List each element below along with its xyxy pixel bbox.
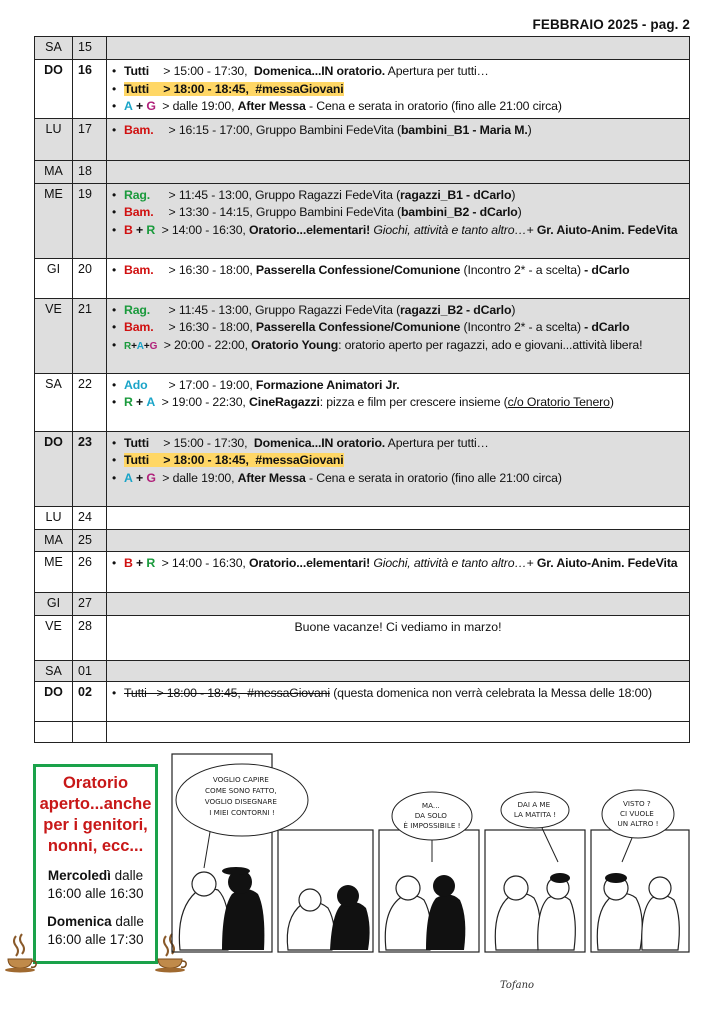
day-number: 16 [73, 60, 107, 119]
events-cell [107, 592, 690, 615]
events-cell [107, 506, 690, 529]
table-row [35, 258, 690, 298]
open-info-box [33, 764, 158, 964]
day-name: MA [35, 160, 73, 183]
day-number: 28 [73, 615, 107, 660]
event-item: • R+A+G > 20:00 - 22:00, Oratorio Young: oratorio aperto per ragazzi, ado e giovani...attività libera! [109, 337, 687, 356]
event-item: • Bam. > 16:15 - 17:00, Gruppo Bambini FedeVita (bambini_B1 - Maria M.) [109, 122, 687, 140]
events-cell [107, 681, 690, 721]
bubble-text: MA... [421, 801, 440, 810]
day-number: 24 [73, 506, 107, 529]
table-row [35, 37, 690, 60]
event-item: • Ado > 17:00 - 19:00, Formazione Animatori Jr. [109, 377, 687, 395]
event-item: • B + R > 14:00 - 16:30, Oratorio...elementari! Giochi, attività e tanto altro…+ Gr. Aiuto-Anim. FedeVita [109, 555, 687, 573]
table-row [35, 529, 690, 551]
event-item: • Bam. > 16:30 - 18:00, Passerella Confessione/Comunione (Incontro 2* - a scelta) - dCarlo [109, 262, 687, 280]
day-number: 25 [73, 529, 107, 551]
table-row [35, 60, 690, 119]
bubble-text: VOGLIO CAPIRE [212, 775, 269, 784]
day-name: ME [35, 551, 73, 592]
events-cell [107, 660, 690, 681]
event-item: • B + R > 14:00 - 16:30, Oratorio...elementari! Giochi, attività e tanto altro…+ Gr. Aiuto-Anim. FedeVita [109, 222, 687, 240]
day-name: DO [35, 431, 73, 506]
event-item: • Tutti > 18:00 - 18:45, #messaGiovani [109, 452, 687, 470]
bubble-text: VISTO ? [622, 799, 651, 808]
table-row [35, 431, 690, 506]
table-row [35, 615, 690, 660]
table-row [35, 592, 690, 615]
table-row [35, 118, 690, 160]
event-item: • Bam. > 13:30 - 14:15, Gruppo Bambini FedeVita (bambini_B2 - dCarlo) [109, 204, 687, 222]
table-row [35, 373, 690, 431]
event-item: • Bam. > 16:30 - 18:00, Passerella Confessione/Comunione (Incontro 2* - a scelta) - dCarlo [109, 319, 687, 337]
comic-signature: Tofano [500, 980, 535, 991]
bubble-text: LA MATITA ! [513, 810, 557, 819]
day-name: DO [35, 60, 73, 119]
day-number: 26 [73, 551, 107, 592]
day-name: ME [35, 183, 73, 258]
bubble-text: COME SONO FATTO, [205, 786, 277, 795]
comic-character [287, 885, 369, 950]
event-item: • Tutti > 15:00 - 17:30, Domenica...IN oratorio. Apertura per tutti… [109, 63, 687, 81]
day-name: LU [35, 118, 73, 160]
event-item: • A + G > dalle 19:00, After Messa - Cena e serata in oratorio (fino alle 21:00 circa) [109, 98, 687, 116]
bubble-text: CI VUOLE [619, 809, 654, 818]
day-name: SA [35, 373, 73, 431]
info-box-title: Oratorio aperto...anche per i genitori, nonni, ecc... [39, 774, 152, 855]
events-cell [107, 529, 690, 551]
day-name: VE [35, 298, 73, 373]
table-row [35, 298, 690, 373]
vacation-message: Buone vacanze! Ci vediamo in marzo! [107, 615, 690, 660]
event-item: • Tutti > 15:00 - 17:30, Domenica...IN oratorio. Apertura per tutti… [109, 435, 687, 453]
day-name: GI [35, 258, 73, 298]
day-name: DO [35, 681, 73, 721]
table-row [35, 721, 690, 742]
events-cell [107, 431, 690, 506]
day-number: 19 [73, 183, 107, 258]
events-cell [107, 118, 690, 160]
events-cell [107, 721, 690, 742]
info-sunday: Domenica dalle 16:00 alle 17:30 [47, 914, 144, 947]
bubble-text: VOGLIO DISEGNARE [204, 797, 277, 806]
day-number: 17 [73, 118, 107, 160]
event-item: • Tutti > 18:00 - 18:45, #messaGiovani (questa domenica non verrà celebrata la Messa delle 18:00) [109, 685, 687, 703]
page-header: FEBBRAIO 2025 - pag. 2 [532, 17, 690, 32]
events-cell [107, 551, 690, 592]
coffee-cup-icon [2, 932, 40, 974]
event-item: • A + G > dalle 19:00, After Messa - Cena e serata in oratorio (fino alle 21:00 circa) [109, 470, 687, 488]
table-row [35, 506, 690, 529]
day-number [73, 721, 107, 742]
day-number: 22 [73, 373, 107, 431]
calendar-table [34, 36, 690, 743]
bubble-text: I MIEI CONTORNI ! [209, 808, 275, 817]
day-number: 01 [73, 660, 107, 681]
events-cell [107, 298, 690, 373]
day-number: 02 [73, 681, 107, 721]
table-row [35, 660, 690, 681]
comic-character [385, 875, 465, 950]
day-number: 21 [73, 298, 107, 373]
bubble-text: È IMPOSSIBILE ! [403, 821, 461, 830]
svg-text:VISTO ? CI VUOLE UN AL [617, 799, 658, 828]
day-name: SA [35, 37, 73, 60]
day-number: 23 [73, 431, 107, 506]
table-row [35, 551, 690, 592]
bubble-text: DA SOLO [414, 811, 447, 820]
comic-character [597, 873, 679, 950]
info-wednesday: Mercoledì dalle 16:00 alle 16:30 [47, 868, 144, 901]
events-cell [107, 37, 690, 60]
event-item: • Rag. > 11:45 - 13:00, Gruppo Ragazzi FedeVita (ragazzi_B2 - dCarlo) [109, 302, 687, 320]
events-cell [107, 183, 690, 258]
bubble-text: DAI A ME [517, 800, 551, 809]
day-name: SA [35, 660, 73, 681]
day-number: 15 [73, 37, 107, 60]
table-row [35, 160, 690, 183]
day-name: MA [35, 529, 73, 551]
event-item: • Rag. > 11:45 - 13:00, Gruppo Ragazzi FedeVita (ragazzi_B1 - dCarlo) [109, 187, 687, 205]
event-item: • Tutti > 18:00 - 18:45, #messaGiovani [109, 81, 687, 99]
day-name [35, 721, 73, 742]
day-number: 20 [73, 258, 107, 298]
events-cell [107, 373, 690, 431]
event-item: • R + A > 19:00 - 22:30, CineRagazzi: pizza e film per crescere insieme (c/o Oratorio Tenero) [109, 394, 687, 412]
comic-character [495, 873, 575, 950]
day-name: VE [35, 615, 73, 660]
comic-character [179, 867, 264, 950]
day-name: GI [35, 592, 73, 615]
events-cell [107, 60, 690, 119]
day-name: LU [35, 506, 73, 529]
events-cell [107, 160, 690, 183]
table-row [35, 183, 690, 258]
events-cell [107, 258, 690, 298]
svg-text:DAI A ME LA MATITA ! [514, 800, 556, 819]
bubble-text: UN ALTRO ! [617, 819, 659, 828]
day-number: 18 [73, 160, 107, 183]
comic-strip [170, 750, 692, 1012]
day-number: 27 [73, 592, 107, 615]
table-row [35, 681, 690, 721]
